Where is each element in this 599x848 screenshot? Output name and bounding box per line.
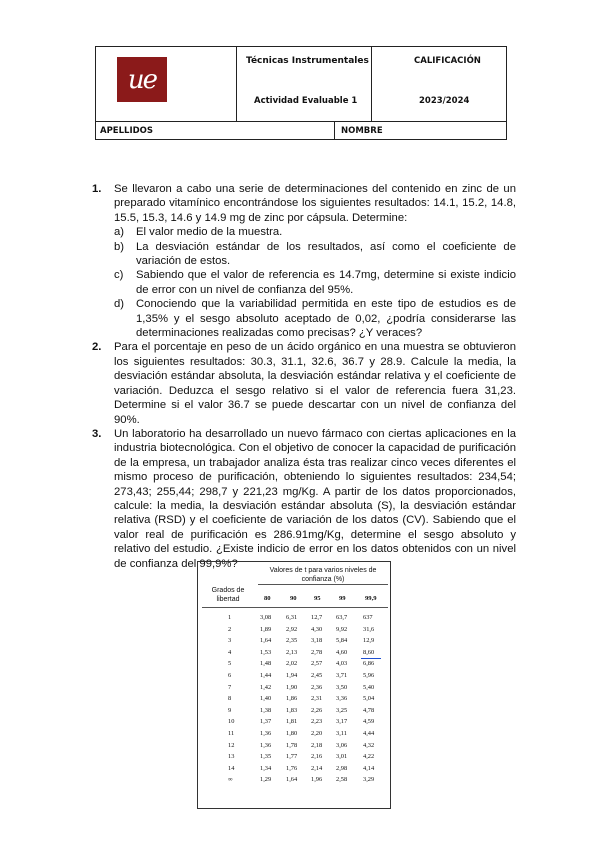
question-number: 3. (92, 427, 102, 440)
degrees-of-freedom-cell: 4 (228, 648, 232, 656)
degrees-of-freedom-cell: ∞ (228, 776, 233, 784)
t-value-cell: 2,92 (286, 625, 298, 633)
t-value-cell: 3,71 (336, 672, 348, 679)
t-value-cell: 1,80 (286, 730, 298, 737)
column-header: 99,9 (365, 595, 377, 602)
degrees-of-freedom-cell: 1 (228, 614, 232, 621)
degrees-of-freedom-cell: 14 (228, 764, 235, 772)
degrees-of-freedom-cell: 5 (228, 660, 232, 668)
highlight-underline (361, 658, 381, 660)
t-value-cell: 31,6 (363, 625, 375, 633)
t-distribution-table (197, 561, 391, 809)
t-value-cell: 6,31 (286, 614, 298, 621)
t-value-cell: 4,78 (363, 706, 375, 714)
t-value-cell: 1,76 (286, 764, 298, 772)
t-value-cell: 2,58 (336, 776, 348, 784)
name-label: NOMBRE (341, 126, 383, 136)
t-value-cell: 2,31 (311, 695, 323, 703)
t-value-cell: 3,08 (260, 614, 272, 621)
t-value-cell: 2,14 (311, 764, 323, 772)
subquestion-label: b) (114, 240, 125, 253)
degrees-of-freedom-cell: 12 (228, 741, 235, 749)
t-value-cell: 2,18 (311, 741, 323, 749)
subquestion-text: La desviación estándar de los resultados, así como el coeficiente de variación de estos. (136, 240, 516, 268)
t-value-cell: 3,50 (336, 683, 348, 691)
t-value-cell: 5,84 (336, 637, 348, 645)
degrees-of-freedom-header: Grados de libertad (211, 587, 245, 603)
t-value-cell: 12,9 (363, 637, 375, 645)
subquestion-label: d) (114, 298, 125, 311)
t-value-cell: 637 (363, 614, 373, 621)
question-1 (92, 182, 516, 340)
question-number: 2. (92, 341, 102, 354)
t-value-cell: 1,96 (311, 776, 323, 784)
t-value-cell: 5,40 (363, 683, 375, 691)
t-value-cell: 1,38 (260, 706, 272, 714)
year-label: 2023/2024 (419, 96, 470, 106)
question-list (92, 182, 516, 571)
question-text: Un laboratorio ha desarrollado un nuevo fármaco con ciertas aplicaciones en la industria biotecnológica. Con el objetivo de conocer la capacidad de purificación de la empresa, un trabajador analiza ésta tras realizar cinco veces diferentes el mismo proceso de purificación, obteniendo lo siguientes resultados: 234,54; 273,43; 255,44; 298,7 y 221,23 mg/Kg. A partir de los datos proporcionados, calcule: la media, la desviación estándar absoluta (S), la desviación estándar relativa (RSD) y el coeficiente de variación de los datos (CV). Sabiendo que el valor real de purificación es 286.91mg/Kg, determine el sesgo absoluto y relativo del estudio. ¿Existe indicio de error en los datos obtenidos con un nivel de confianza del 99,9%? (114, 427, 516, 570)
subquestion-c (114, 268, 516, 297)
subquestion-a (114, 225, 516, 239)
t-value-cell: 3,29 (363, 776, 375, 784)
course-title: Técnicas Instrumentales (246, 56, 369, 66)
subquestion-text: Sabiendo que el valor de referencia es 14.7mg, determine si existe indicio de error con un nivel de confianza del 95%. (136, 269, 516, 296)
t-value-cell: 1,34 (260, 764, 272, 772)
question-number: 1. (92, 183, 102, 195)
t-value-cell: 1,64 (260, 637, 272, 645)
degrees-of-freedom-cell: 13 (228, 753, 235, 761)
t-value-cell: 2,57 (311, 660, 323, 668)
column-header: 99 (339, 595, 346, 602)
t-value-cell: 1,78 (286, 741, 298, 749)
table-caption: Valores de t para varios niveles de confianza (%) (269, 567, 377, 583)
t-value-cell: 1,81 (286, 718, 298, 726)
degrees-of-freedom-cell: 9 (228, 706, 232, 714)
logo-text: ue (127, 64, 157, 95)
t-value-cell: 4,44 (363, 730, 375, 737)
t-value-cell: 1,35 (260, 753, 272, 761)
t-value-cell: 3,06 (336, 741, 348, 749)
t-value-cell: 2,36 (311, 683, 323, 691)
subquestion-label: a) (114, 226, 125, 239)
t-value-cell: 3,01 (336, 753, 348, 761)
t-value-cell: 1,94 (286, 672, 298, 679)
t-value-cell: 1,90 (286, 683, 298, 691)
question-text: Se llevaron a cabo una serie de determinaciones del contenido en zinc de un preparado vitamínico encontrándose los siguientes resultados: 14.1, 15.2, 14.8, 15.5, 15.3, 14.6 y 14.9 mg de zinc por cápsula. Determine: (114, 183, 516, 224)
t-value-cell: 2,13 (286, 648, 298, 656)
t-value-cell: 9,92 (336, 625, 348, 633)
t-value-cell: 12,7 (311, 614, 323, 621)
degrees-of-freedom-cell: 7 (228, 683, 232, 691)
t-value-cell: 1,40 (260, 695, 272, 703)
t-value-cell: 4,14 (363, 764, 375, 772)
subquestion-label: c) (114, 269, 124, 282)
question-3 (92, 427, 516, 571)
t-value-cell: 1,89 (260, 625, 272, 633)
t-value-cell: 2,16 (311, 753, 323, 761)
degrees-of-freedom-cell: 8 (228, 695, 232, 703)
question-text: Para el porcentaje en peso de un ácido orgánico en una muestra se obtuvieron los siguientes resultados: 30.3, 31.1, 32.6, 36.7 y 28.9. Calcule la media, la desviación estándar absoluta, la desviación estándar relativa y el coeficiente de variación. Deduzca el sesgo relativo si el valor de referencia fuera 31,23. Determine si el valor 36.7 se puede descartar con un nivel de confianza del 90%. (114, 341, 516, 426)
t-value-cell: 4,30 (311, 625, 323, 633)
column-header: 90 (290, 595, 297, 602)
t-value-cell: 5,96 (363, 672, 375, 679)
surname-label: APELLIDOS (100, 126, 154, 136)
subquestion-text: Conociendo que la variabilidad permitida en este tipo de estudios es de 1,35% y el sesgo absoluto aceptado de 0,02, ¿podría considerarse las determinaciones realizadas como precisas? ¿Y veraces? (136, 298, 516, 340)
t-value-cell: 4,60 (336, 648, 348, 656)
activity-title: Actividad Evaluable 1 (254, 96, 358, 106)
t-value-cell: 3,18 (311, 637, 323, 645)
t-value-cell: 1,44 (260, 672, 272, 679)
t-value-cell: 1,77 (286, 753, 298, 761)
t-value-cell: 2,35 (286, 637, 298, 645)
t-value-cell: 5,04 (363, 695, 375, 703)
subquestion-text: El valor medio de la muestra. (136, 226, 283, 239)
degrees-of-freedom-cell: 3 (228, 637, 232, 645)
t-value-cell: 1,53 (260, 648, 272, 656)
t-value-cell: 1,83 (286, 706, 298, 714)
column-header: 95 (314, 595, 321, 602)
t-value-cell: 2,98 (336, 764, 348, 772)
degrees-of-freedom-cell: 10 (228, 718, 235, 726)
t-value-cell: 4,32 (363, 741, 375, 749)
t-value-cell: 4,59 (363, 718, 375, 726)
t-value-cell: 2,45 (311, 672, 323, 679)
question-2 (92, 340, 516, 426)
header-table (95, 46, 507, 140)
t-value-cell: 1,29 (260, 776, 272, 784)
t-value-cell: 3,17 (336, 718, 348, 726)
degrees-of-freedom-cell: 6 (228, 672, 232, 679)
t-value-cell: 2,20 (311, 730, 323, 737)
degrees-of-freedom-cell: 2 (228, 625, 232, 633)
t-value-cell: 2,26 (311, 706, 323, 714)
university-logo (117, 57, 167, 102)
t-value-cell: 2,78 (311, 648, 323, 656)
t-value-cell: 3,36 (336, 695, 348, 703)
subquestion-d (114, 297, 516, 340)
t-value-cell: 1,37 (260, 718, 272, 726)
t-value-cell: 1,48 (260, 660, 272, 668)
t-value-cell: 1,36 (260, 741, 272, 749)
t-value-cell: 4,22 (363, 753, 375, 761)
t-value-cell: 3,25 (336, 706, 348, 714)
t-value-cell: 2,02 (286, 660, 298, 668)
t-value-cell: 1,42 (260, 683, 272, 691)
t-value-cell: 6,86 (363, 660, 375, 668)
grade-label: CALIFICACIÓN (414, 56, 481, 66)
subquestion-b (114, 240, 516, 269)
t-value-cell: 1,36 (260, 730, 272, 737)
t-value-cell: 1,64 (286, 776, 298, 784)
t-value-cell: 3,11 (336, 730, 347, 737)
degrees-of-freedom-cell: 11 (228, 730, 235, 737)
t-value-cell: 8,60 (363, 648, 375, 656)
column-header: 80 (264, 595, 271, 602)
t-value-cell: 1,86 (286, 695, 298, 703)
t-value-cell: 63,7 (336, 614, 348, 621)
t-value-cell: 4,03 (336, 660, 348, 668)
t-value-cell: 2,23 (311, 718, 323, 726)
